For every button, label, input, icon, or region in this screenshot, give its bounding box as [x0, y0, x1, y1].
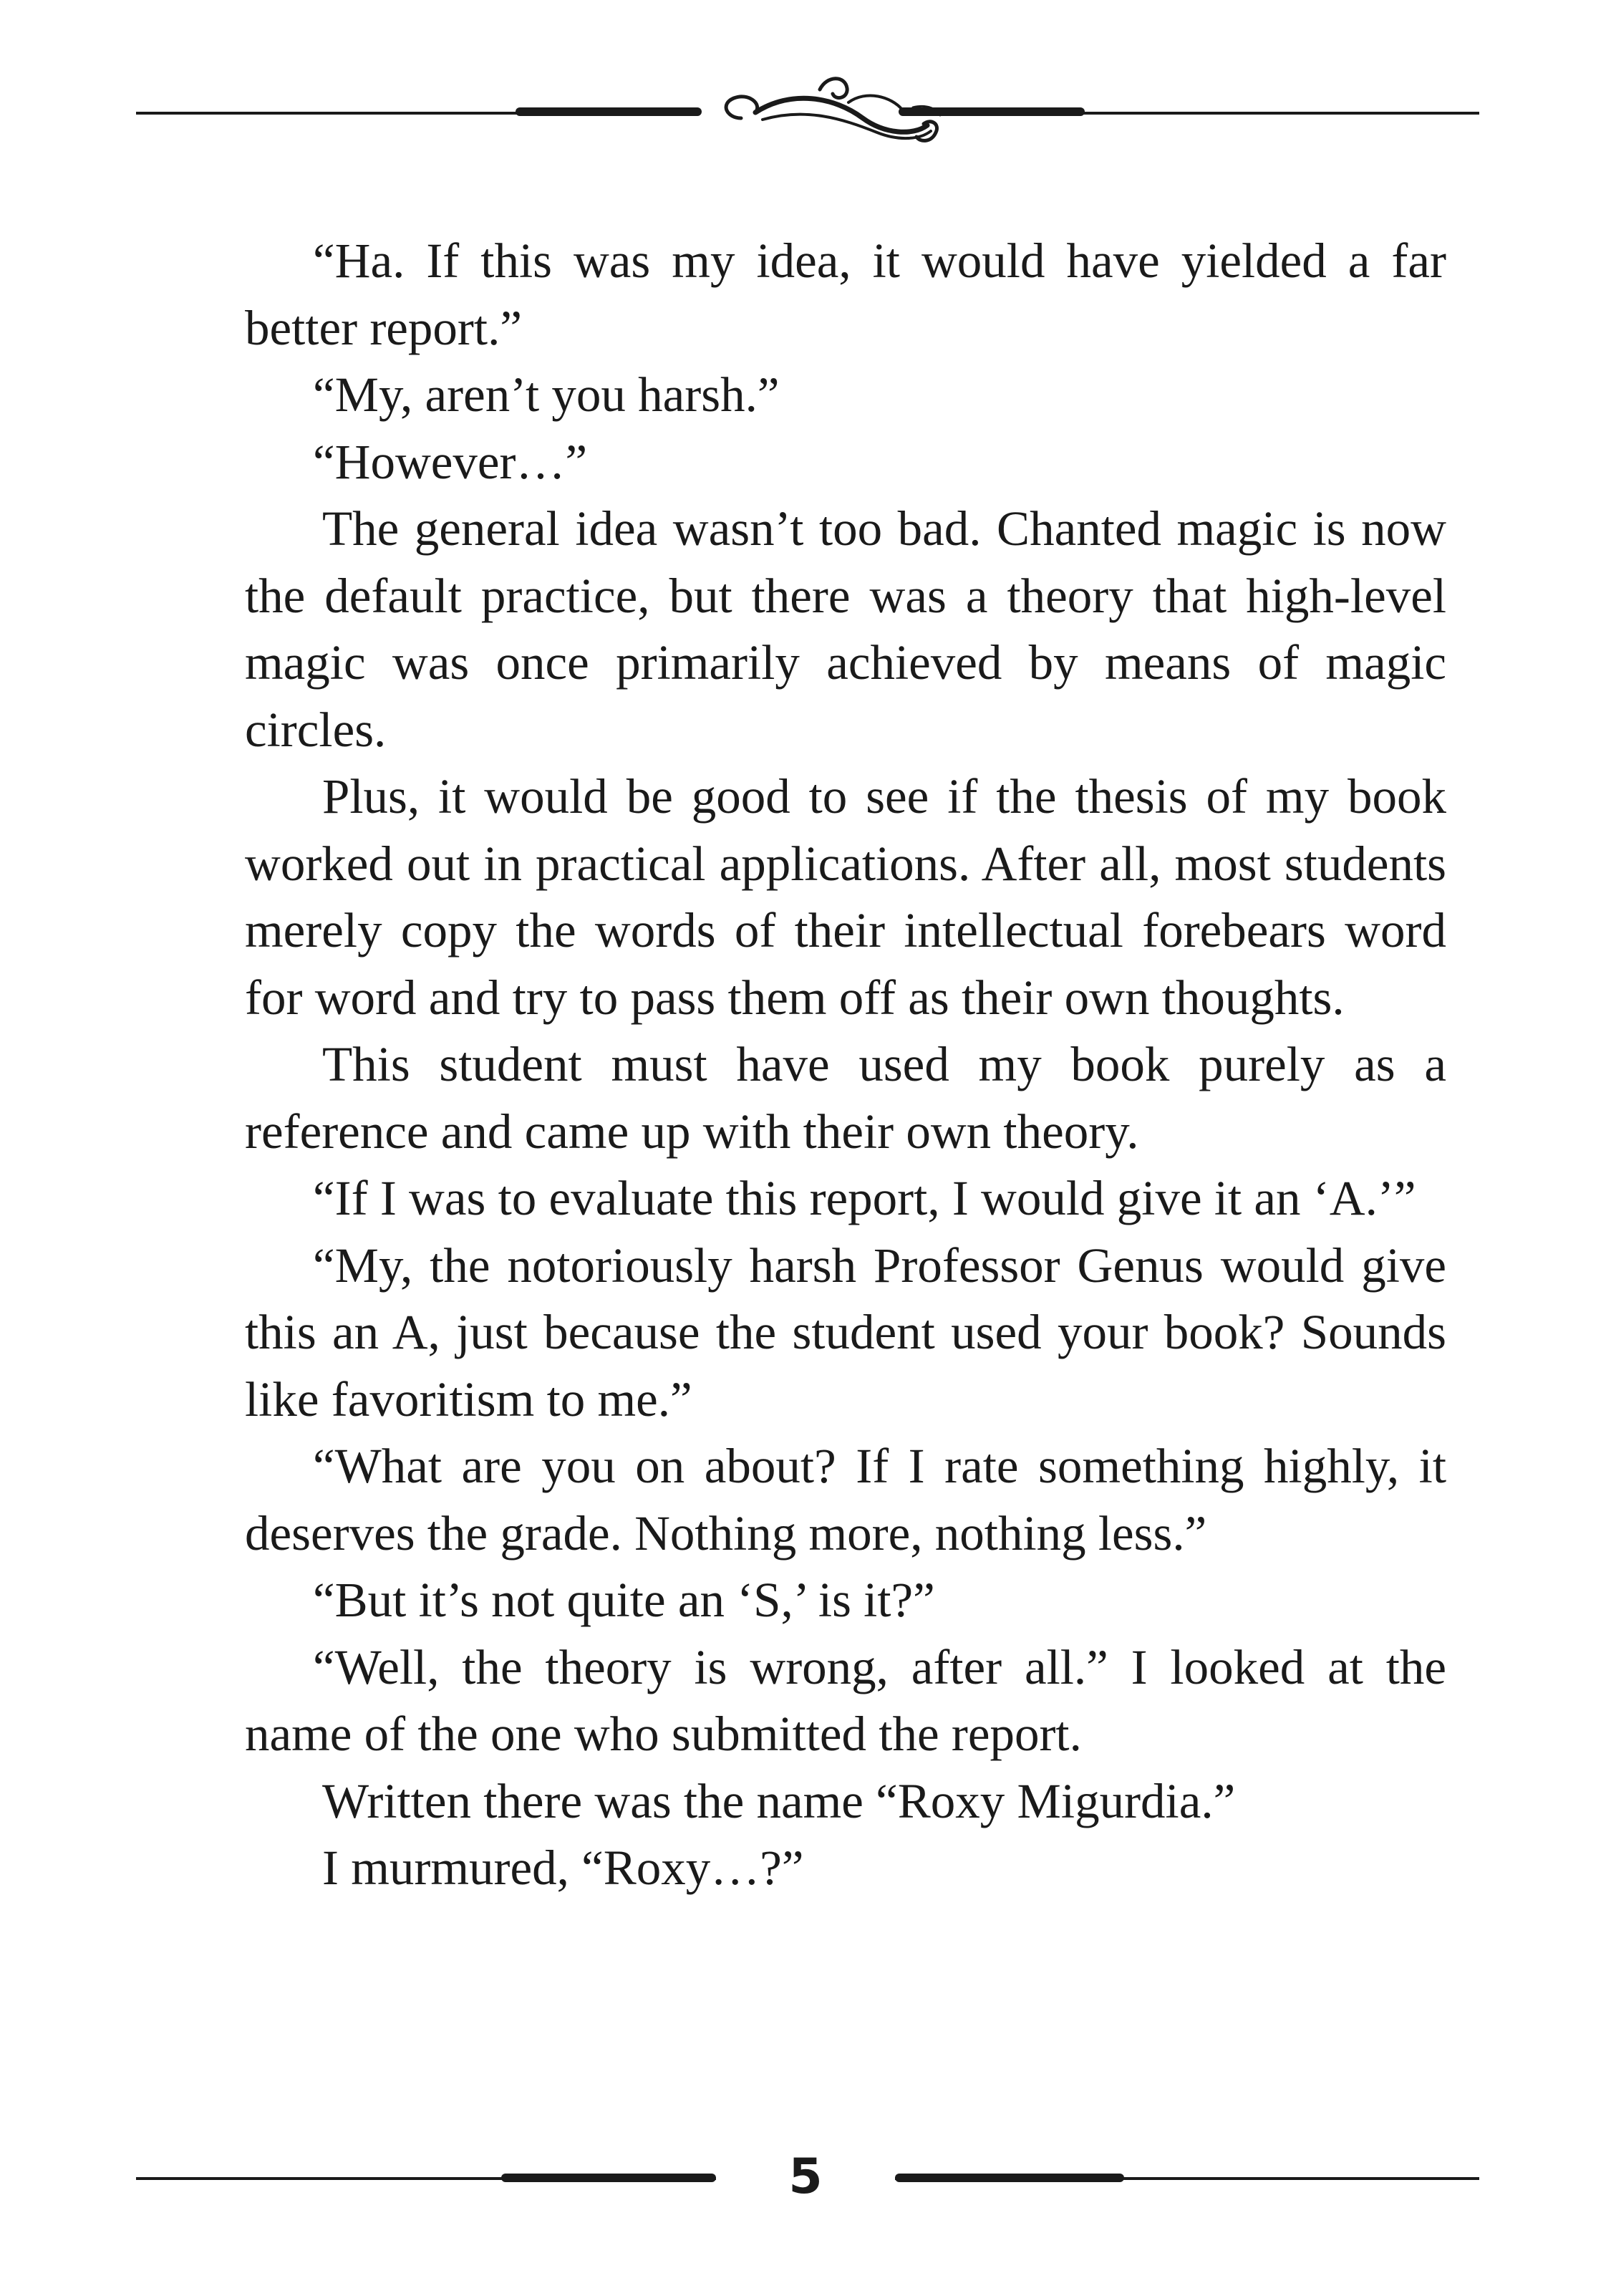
footer-rule-right-thick — [895, 2174, 1124, 2182]
paragraph-10: “But it’s not quite an ‘S,’ is it?” — [313, 1573, 935, 1627]
page-number: 5 — [788, 2148, 823, 2205]
header-rule-left-thick — [516, 107, 702, 116]
paragraph-12: Written there was the name “Roxy Migurdia.” — [322, 1773, 1236, 1828]
paragraph-7: “If I was to evaluate this report, I would give it an ‘A.’” — [313, 1171, 1416, 1225]
paragraph-13: I murmured, “Roxy…?” — [322, 1841, 804, 1895]
paragraph-6: This student must have used my book purely as a reference and came up with their own theory. — [245, 1037, 1446, 1159]
paragraph-1: “Ha. If this was my idea, it would have yielded a far better report.” — [245, 233, 1446, 355]
paragraph-2: “My, aren’t you harsh.” — [313, 367, 780, 422]
paragraph-9: “What are you on about? If I rate something highly, it deserves the grade. Nothing more, nothing less.” — [245, 1439, 1446, 1561]
paragraph-11: “Well, the theory is wrong, after all.” I looked at the name of the one who submitted the report. — [245, 1639, 1446, 1761]
flourish-ornament-icon — [712, 68, 949, 154]
paragraph-4: The general idea wasn’t too bad. Chanted magic is now the default practice, but there was a theory that high-level magic was once primarily achieved by means of magic circles. — [245, 501, 1446, 757]
paragraph-8: “My, the notoriously harsh Professor Genus would give this an A, just because the student used your book? Sounds like favoritism to me.” — [245, 1238, 1446, 1427]
paragraph-3: “However…” — [313, 434, 588, 489]
footer-rule-left-thick — [501, 2174, 716, 2182]
paragraph-5: Plus, it would be good to see if the thesis of my book worked out in practical applications. After all, most students merely copy the words of their intellectual forebears word for word and try to pass them off as their own thoughts. — [245, 769, 1446, 1025]
body-text — [245, 228, 1446, 1902]
